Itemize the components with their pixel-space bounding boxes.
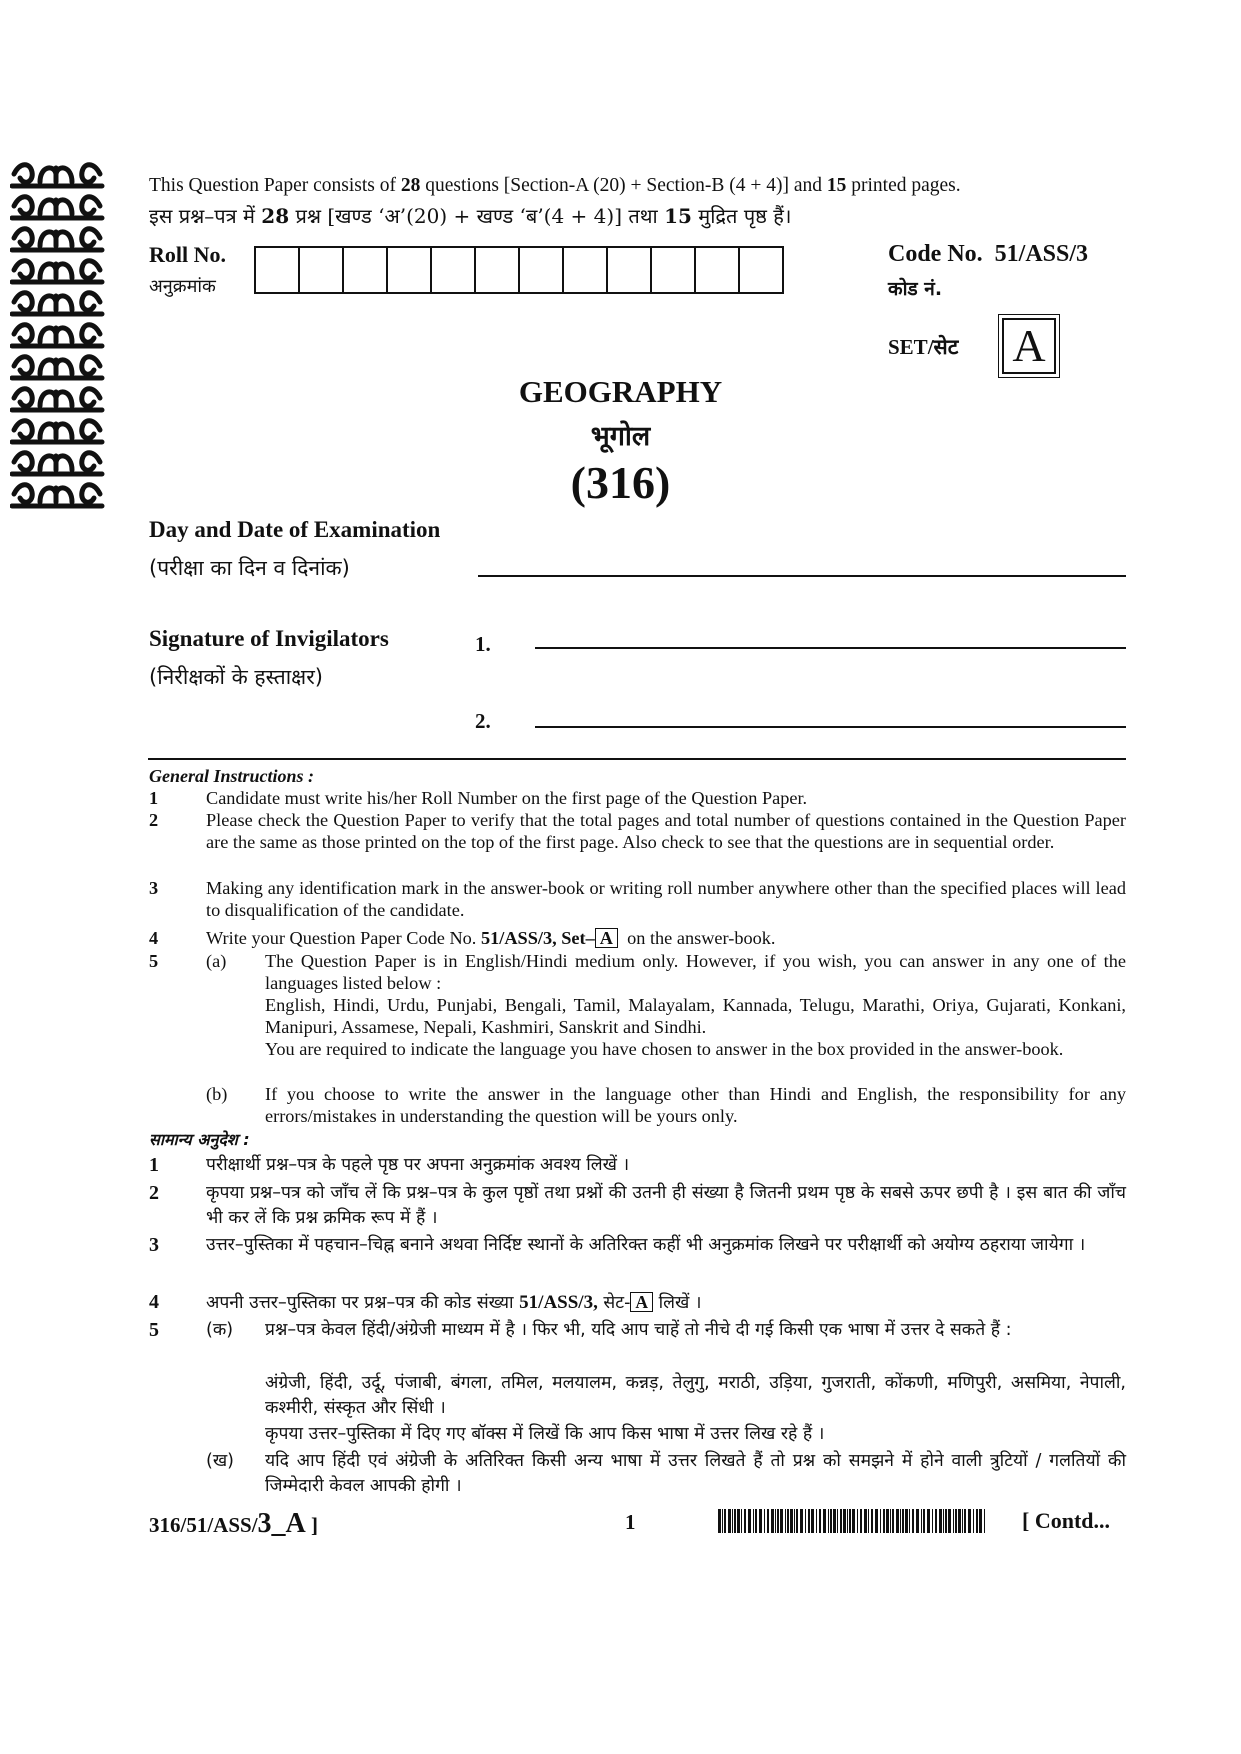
instruction-5a-text: The Question Paper is in English/Hindi medium only. However, if you wish, you can answer in any one of the languages listed below : (265, 951, 1126, 993)
subject-title-hindi: भूगोल (590, 421, 651, 452)
roll-digit-box[interactable] (652, 246, 696, 294)
barcode (718, 1509, 990, 1533)
continued-label: [ Contd... (1022, 1508, 1111, 1533)
general-instructions-heading-hindi: सामान्य अनुदेश : (149, 1130, 250, 1149)
instruction-number: 1 (149, 788, 159, 808)
footer-paper-code: 316/51/ASS/3_A ] (149, 1508, 319, 1539)
roll-digit-box[interactable] (740, 246, 784, 294)
instruction-3-hindi: उत्तर–पुस्तिका में पहचान–चिह्न बनाने अथवा निर्दिष्ट स्थानों के अतिरिक्त कहीं भी अनुक्रमांक लिखने पर परीक्षार्थी को अयोग्य ठहराया जायेगा । (206, 1235, 1086, 1255)
instruction-number: 2 (149, 810, 159, 830)
instruction-1: Candidate must write his/her Roll Number on the first page of the Question Paper. (206, 788, 808, 808)
roll-digit-box[interactable] (476, 246, 520, 294)
roll-digit-box[interactable] (564, 246, 608, 294)
instruction-5a-languages: English, Hindi, Urdu, Punjabi, Bengali, Tamil, Malayalam, Kannada, Telugu, Marathi, Oriya, Gujarati, Konkani, Manipuri, Assamese, Nepali, Kashmiri, Sanskrit and Sindhi. (265, 995, 1126, 1037)
instruction-number: 2 (149, 1182, 159, 1204)
roll-digit-box[interactable] (388, 246, 432, 294)
set-inline-box: A (595, 928, 618, 948)
instruction-1-hindi: परीक्षार्थी प्रश्न–पत्र के पहले पृष्ठ पर अपना अनुक्रमांक अवश्य लिखें । (206, 1155, 630, 1175)
roll-number-label-hindi: अनुक्रमांक (149, 276, 216, 297)
instruction-2-hindi: कृपया प्रश्न–पत्र को जाँच लें कि प्रश्न–पत्र के कुल पृष्ठों तथा प्रश्नों की उतनी ही संख्या है जितनी प्रथम पृष्ठ के सबसे ऊपर छपी है । इस बात की जाँच भी कर लें कि प्रश्न क्रमिक रूप में हैं । (206, 1183, 1126, 1228)
exam-date-line[interactable] (478, 575, 1126, 577)
code-number-label-hindi: कोड नं. (888, 278, 943, 300)
instruction-5a-text-hindi: प्रश्न–पत्र केवल हिंदी/अंग्रेजी माध्यम में है । फिर भी, यदि आप चाहें तो नीचे दी गई किसी एक भाषा में उत्तर दे सकते हैं : (265, 1320, 1012, 1340)
set-inline-box: A (630, 1292, 653, 1312)
roll-number-boxes[interactable] (254, 246, 784, 294)
roll-digit-box[interactable] (696, 246, 740, 294)
invigilator-2-signature-line[interactable] (535, 726, 1126, 728)
page-number: 1 (625, 1510, 636, 1534)
set-value-box: A (1002, 318, 1056, 374)
set-label: SET/सेट (888, 335, 959, 359)
roll-digit-box[interactable] (608, 246, 652, 294)
instruction-number: 3 (149, 878, 159, 898)
instruction-5b-text: If you choose to write the answer in the language other than Hindi and English, the responsibility for any errors/mistakes in understanding the question will be yours only. (265, 1084, 1126, 1126)
invigilator-1-signature-line[interactable] (535, 647, 1126, 649)
instruction-5a-label: (a) (206, 951, 227, 971)
instruction-number: 5 (149, 1319, 159, 1341)
roll-digit-box[interactable] (344, 246, 388, 294)
instruction-5a-note: You are required to indicate the language you have chosen to answer in the box provided in the answer-book. (265, 1039, 1064, 1059)
invigilator-2-number: 2. (475, 709, 491, 733)
invigilator-1-number: 1. (475, 632, 491, 656)
instruction-number: 4 (149, 1291, 159, 1313)
invigilator-signature-label: Signature of Invigilators (149, 626, 389, 651)
instruction-5b-label: (b) (206, 1084, 228, 1104)
exam-date-label: Day and Date of Examination (149, 517, 441, 542)
instruction-5a-label-hindi: (क) (206, 1320, 234, 1340)
subject-code: (316) (570, 457, 671, 508)
instruction-4: Write your Question Paper Code No. 51/ASS/3, Set– A on the answer-book. (206, 928, 776, 948)
section-divider (148, 758, 1126, 760)
instruction-5b-text-hindi: यदि आप हिंदी एवं अंग्रेजी के अतिरिक्त किसी अन्य भाषा में उत्तर लिखते हैं तो प्रश्न को समझने में होने वाली त्रुटियों / गलतियों की जिम्मेदारी केवल आपकी होगी । (265, 1451, 1126, 1496)
instruction-5a-note-hindi: कृपया उत्तर–पुस्तिका में दिए गए बॉक्स में लिखें कि आप किस भाषा में उत्तर लिख रहे हैं । (265, 1424, 825, 1444)
exam-date-label-hindi: (परीक्षा का दिन व दिनांक) (149, 556, 350, 580)
instruction-4-hindi: अपनी उत्तर–पुस्तिका पर प्रश्न–पत्र की कोड संख्या 51/ASS/3, सेट- A लिखें । (206, 1292, 702, 1313)
roll-digit-box[interactable] (432, 246, 476, 294)
general-instructions-heading: General Instructions : (149, 766, 315, 786)
subject-title: GEOGRAPHY (518, 374, 723, 409)
roll-digit-box[interactable] (520, 246, 564, 294)
instruction-number: 5 (149, 951, 159, 971)
instruction-3: Making any identification mark in the answer-book or writing roll number anywhere other than the specified places will lead to disqualification of the candidate. (206, 878, 1126, 920)
question-paper-summary-hindi: इस प्रश्न–पत्र में 28 प्रश्न [खण्ड ‘अ’(20) + खण्ड ‘ब’(4 + 4)] तथा 15 मुद्रित पृष्ठ हैं। (149, 204, 792, 228)
instruction-5a-languages-hindi: अंग्रेजी, हिंदी, उर्दू, पंजाबी, बंगला, तमिल, मलयालम, कन्नड़, तेलुगु, मराठी, उड़िया, गुजराती, कोंकणी, मणिपुरी, असमिया, नेपाली, कश्मीरी, संस्कृत और सिंधी । (265, 1373, 1126, 1418)
instruction-number: 3 (149, 1234, 159, 1256)
instruction-number: 4 (149, 928, 159, 948)
roll-number-label: Roll No. (149, 242, 226, 267)
instruction-number: 1 (149, 1154, 159, 1176)
roll-digit-box[interactable] (300, 246, 344, 294)
invigilator-signature-label-hindi: (निरीक्षकों के हस्ताक्षर) (149, 665, 323, 689)
code-number: Code No. 51/ASS/3 (888, 241, 1089, 267)
roll-digit-box[interactable] (256, 246, 300, 294)
instruction-5b-label-hindi: (ख) (206, 1451, 234, 1471)
instruction-2: Please check the Question Paper to verify that the total pages and total number of questions contained in the Question Paper are the same as those printed on the top of the first page. Also check to see that the questions are in sequential order. (206, 810, 1126, 852)
question-paper-summary: This Question Paper consists of 28 questions [Section-A (20) + Section-B (4 + 4)] and 15 printed pages. (149, 175, 961, 196)
